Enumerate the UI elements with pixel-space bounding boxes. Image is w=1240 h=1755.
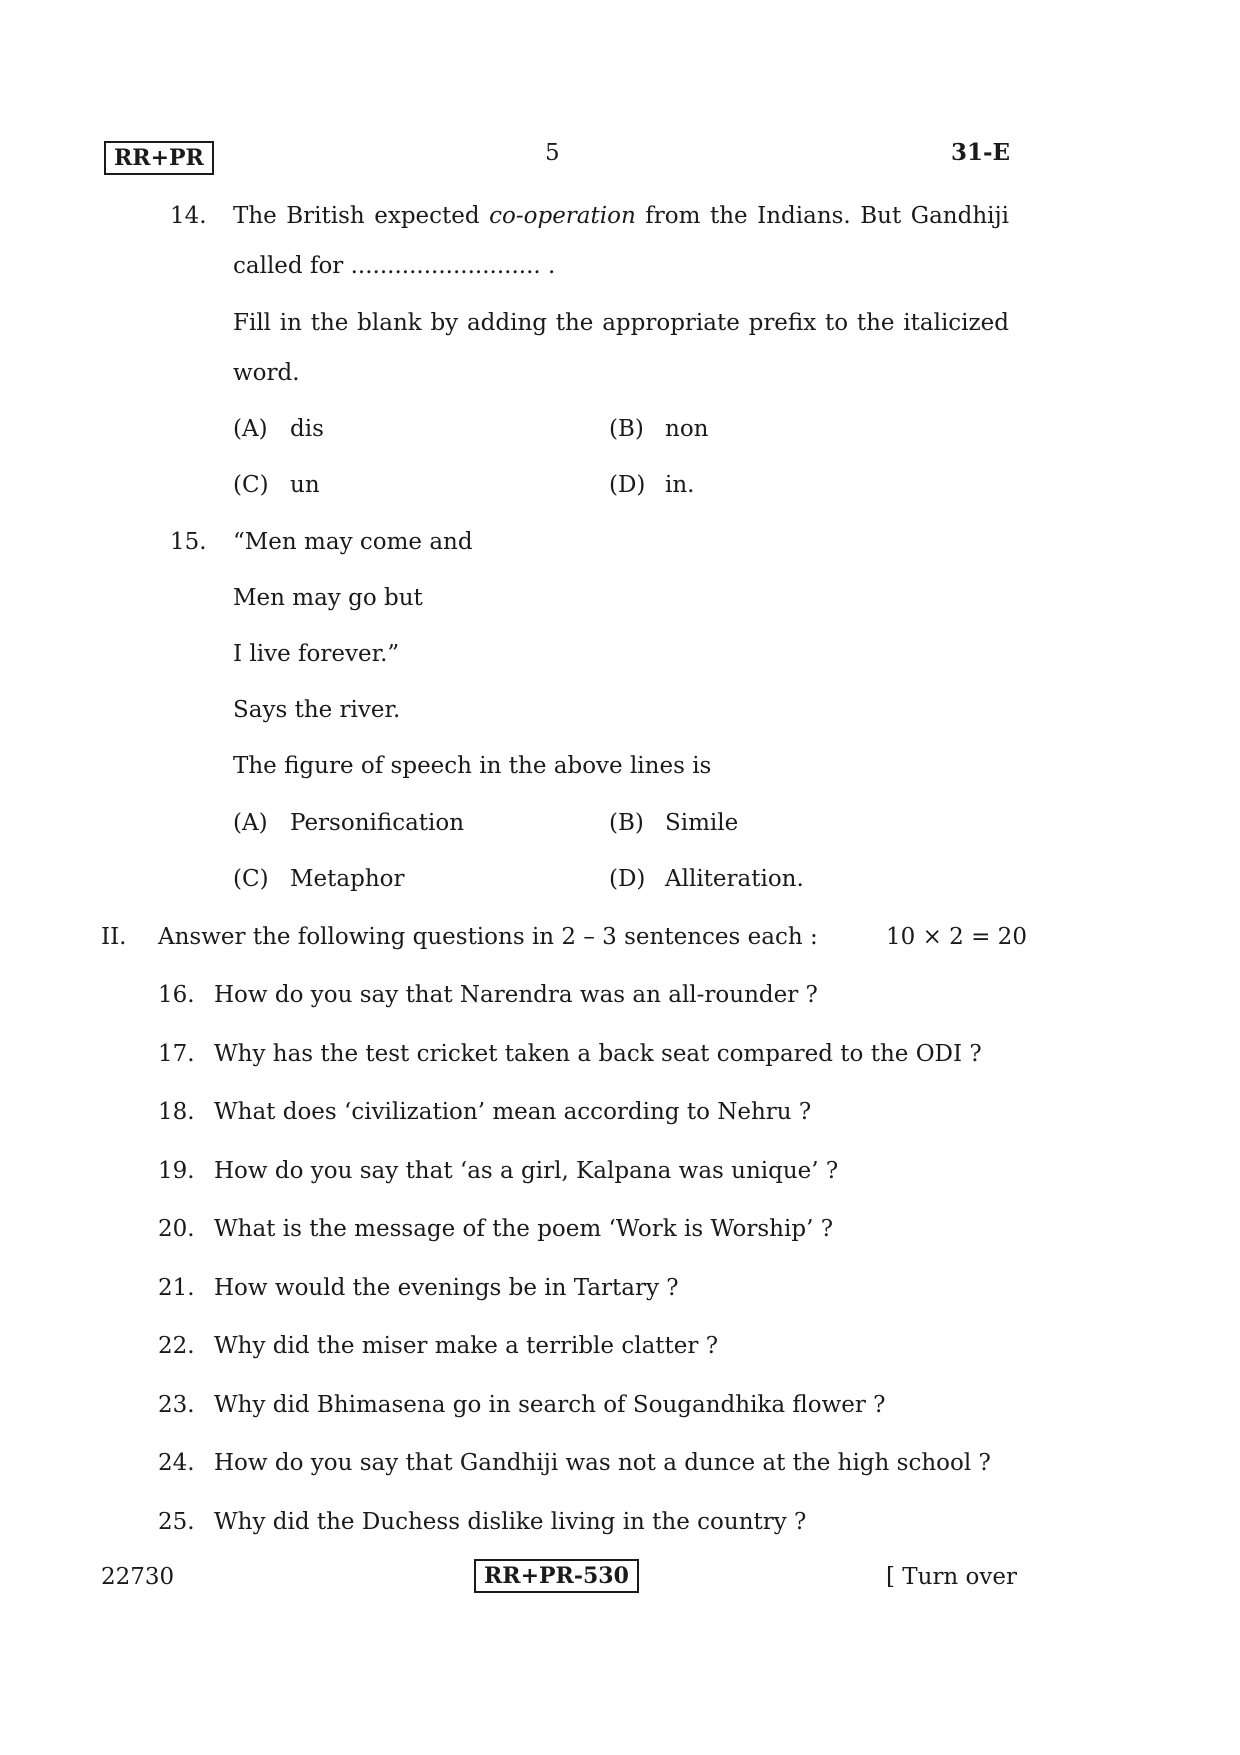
- q15-line: “Men may come and: [233, 529, 473, 555]
- header-box: RR+PR: [104, 141, 214, 175]
- q15-option-d-text: Alliteration.: [665, 866, 804, 892]
- question-text: How do you say that Gandhiji was not a dunce at the high school ?: [214, 1450, 991, 1476]
- q14-instruction-line1: Fill in the blank by adding the appropriate prefix to the italicized: [233, 310, 1009, 336]
- q14-option-c-text: un: [290, 472, 320, 498]
- turn-over-note: [ Turn over: [886, 1564, 1018, 1590]
- question-number: 19.: [158, 1158, 195, 1184]
- section-instruction: Answer the following questions in 2 – 3 sentences each :: [158, 924, 818, 950]
- q15-option-d-label: (D): [609, 866, 646, 892]
- question-text: How do you say that Narendra was an all-rounder ?: [214, 982, 818, 1008]
- q14-number: 14.: [170, 203, 207, 229]
- question-number: 25.: [158, 1509, 195, 1535]
- question-number: 21.: [158, 1275, 195, 1301]
- q14-option-a-text: dis: [290, 416, 324, 442]
- q14-option-c-label: (C): [233, 472, 269, 498]
- page-number: 5: [545, 140, 560, 166]
- q14-option-b-text: non: [665, 416, 709, 442]
- question-text: Why did the miser make a terrible clatter ?: [214, 1333, 719, 1359]
- q15-line: Men may go but: [233, 585, 423, 611]
- question-number: 22.: [158, 1333, 195, 1359]
- q15-line: Says the river.: [233, 697, 401, 723]
- footer-box: RR+PR-530: [474, 1559, 639, 1593]
- question-text: Why did Bhimasena go in search of Sougandhika flower ?: [214, 1392, 886, 1418]
- q15-option-a-text: Personification: [290, 810, 465, 836]
- q14-line1-a: The British expected: [233, 203, 490, 229]
- q15-line: I live forever.”: [233, 641, 400, 667]
- question-text: Why did the Duchess dislike living in the country ?: [214, 1509, 807, 1535]
- q14-option-d-label: (D): [609, 472, 646, 498]
- question-text: How do you say that ‘as a girl, Kalpana was unique’ ?: [214, 1158, 839, 1184]
- q14-line2: called for .......................... .: [233, 253, 556, 279]
- question-number: 17.: [158, 1041, 195, 1067]
- q15-option-b-text: Simile: [665, 810, 739, 836]
- paper-code: 31-E: [951, 139, 1011, 166]
- footer-code: 22730: [101, 1564, 175, 1590]
- q15-option-b-label: (B): [609, 810, 644, 836]
- question-text: How would the evenings be in Tartary ?: [214, 1275, 679, 1301]
- q15-question: The figure of speech in the above lines is: [233, 753, 712, 779]
- q14-line1-b: from the Indians. But Gandhiji: [635, 203, 1009, 229]
- question-text: What does ‘civilization’ mean according to Nehru ?: [214, 1099, 812, 1125]
- q14-line1: [233, 201, 1009, 231]
- question-text: What is the message of the poem ‘Work is Worship’ ?: [214, 1216, 834, 1242]
- question-number: 24.: [158, 1450, 195, 1476]
- q14-italic-word: co-operation: [489, 203, 636, 229]
- q14-option-a-label: (A): [233, 416, 268, 442]
- question-number: 18.: [158, 1099, 195, 1125]
- q14-instruction-line2: word.: [233, 360, 300, 386]
- q15-option-a-label: (A): [233, 810, 268, 836]
- q14-option-d-text: in.: [665, 472, 695, 498]
- question-number: 16.: [158, 982, 195, 1008]
- q15-option-c-text: Metaphor: [290, 866, 405, 892]
- question-number: 23.: [158, 1392, 195, 1418]
- question-text: Why has the test cricket taken a back seat compared to the ODI ?: [214, 1041, 982, 1067]
- section-marks: 10 × 2 = 20: [886, 924, 1027, 950]
- q14-option-b-label: (B): [609, 416, 644, 442]
- question-number: 20.: [158, 1216, 195, 1242]
- q15-option-c-label: (C): [233, 866, 269, 892]
- section-roman-numeral: II.: [101, 924, 127, 950]
- q15-number: 15.: [170, 529, 207, 555]
